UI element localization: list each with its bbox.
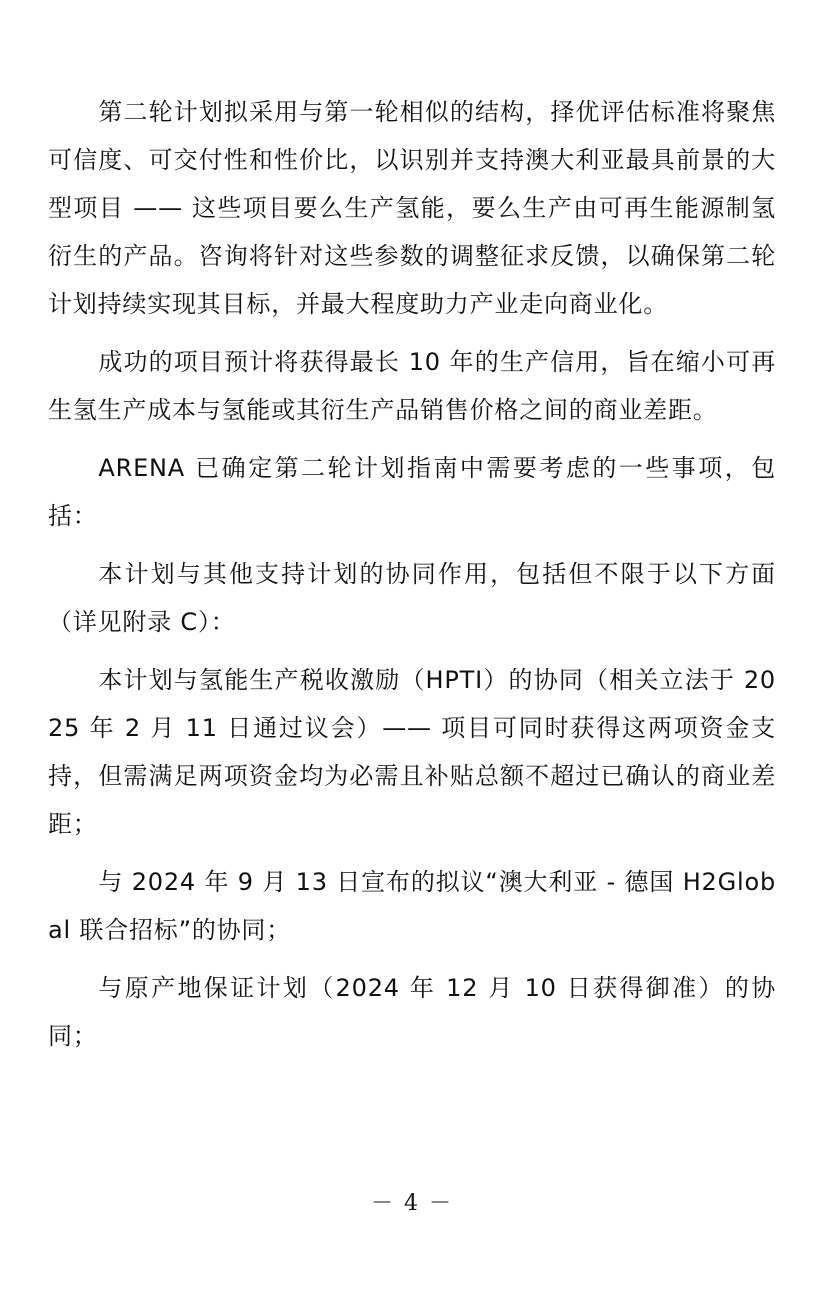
paragraph-production-credit: 成功的项目预计将获得最长 10 年的生产信用，旨在缩小可再生氢生产成本与氢能或其衍生产品销售价格之间的商业差距。 [48,348,776,424]
paragraph-hpti-synergy: 本计划与氢能生产税收激励（HPTI）的协同（相关立法于 2025 年 2 月 11 日通过议会）—— 项目可同时获得这两项资金支持，但需满足两项资金均为必需且补贴总额不超过已确认的商业差距； [48,666,776,838]
body-text [48,88,776,1070]
paragraph-guarantee-of-origin-synergy: 与原产地保证计划（2024 年 12 月 10 日获得御准）的协同； [48,974,776,1050]
paragraph-round-two-structure: 第二轮计划拟采用与第一轮相似的结构，择优评估标准将聚焦可信度、可交付性和性价比，以识别并支持澳大利亚最具前景的大型项目 —— 这些项目要么生产氢能，要么生产由可再生能源制氢衍生的产品。咨询将针对这些参数的调整征求反馈，以确保第二轮计划持续实现其目标，并最大程度助力产业走向商业化。 [48,98,776,318]
paragraph-program-synergy: 本计划与其他支持计划的协同作用，包括但不限于以下方面（详见附录 C）： [48,560,776,636]
paragraph-h2global-synergy: 与 2024 年 9 月 13 日宣布的拟议“澳大利亚 - 德国 H2Global 联合招标”的协同； [48,868,776,944]
paragraph-arena-considerations: ARENA 已确定第二轮计划指南中需要考虑的一些事项，包括： [48,454,776,530]
page-number: － 4 － [371,1191,453,1216]
